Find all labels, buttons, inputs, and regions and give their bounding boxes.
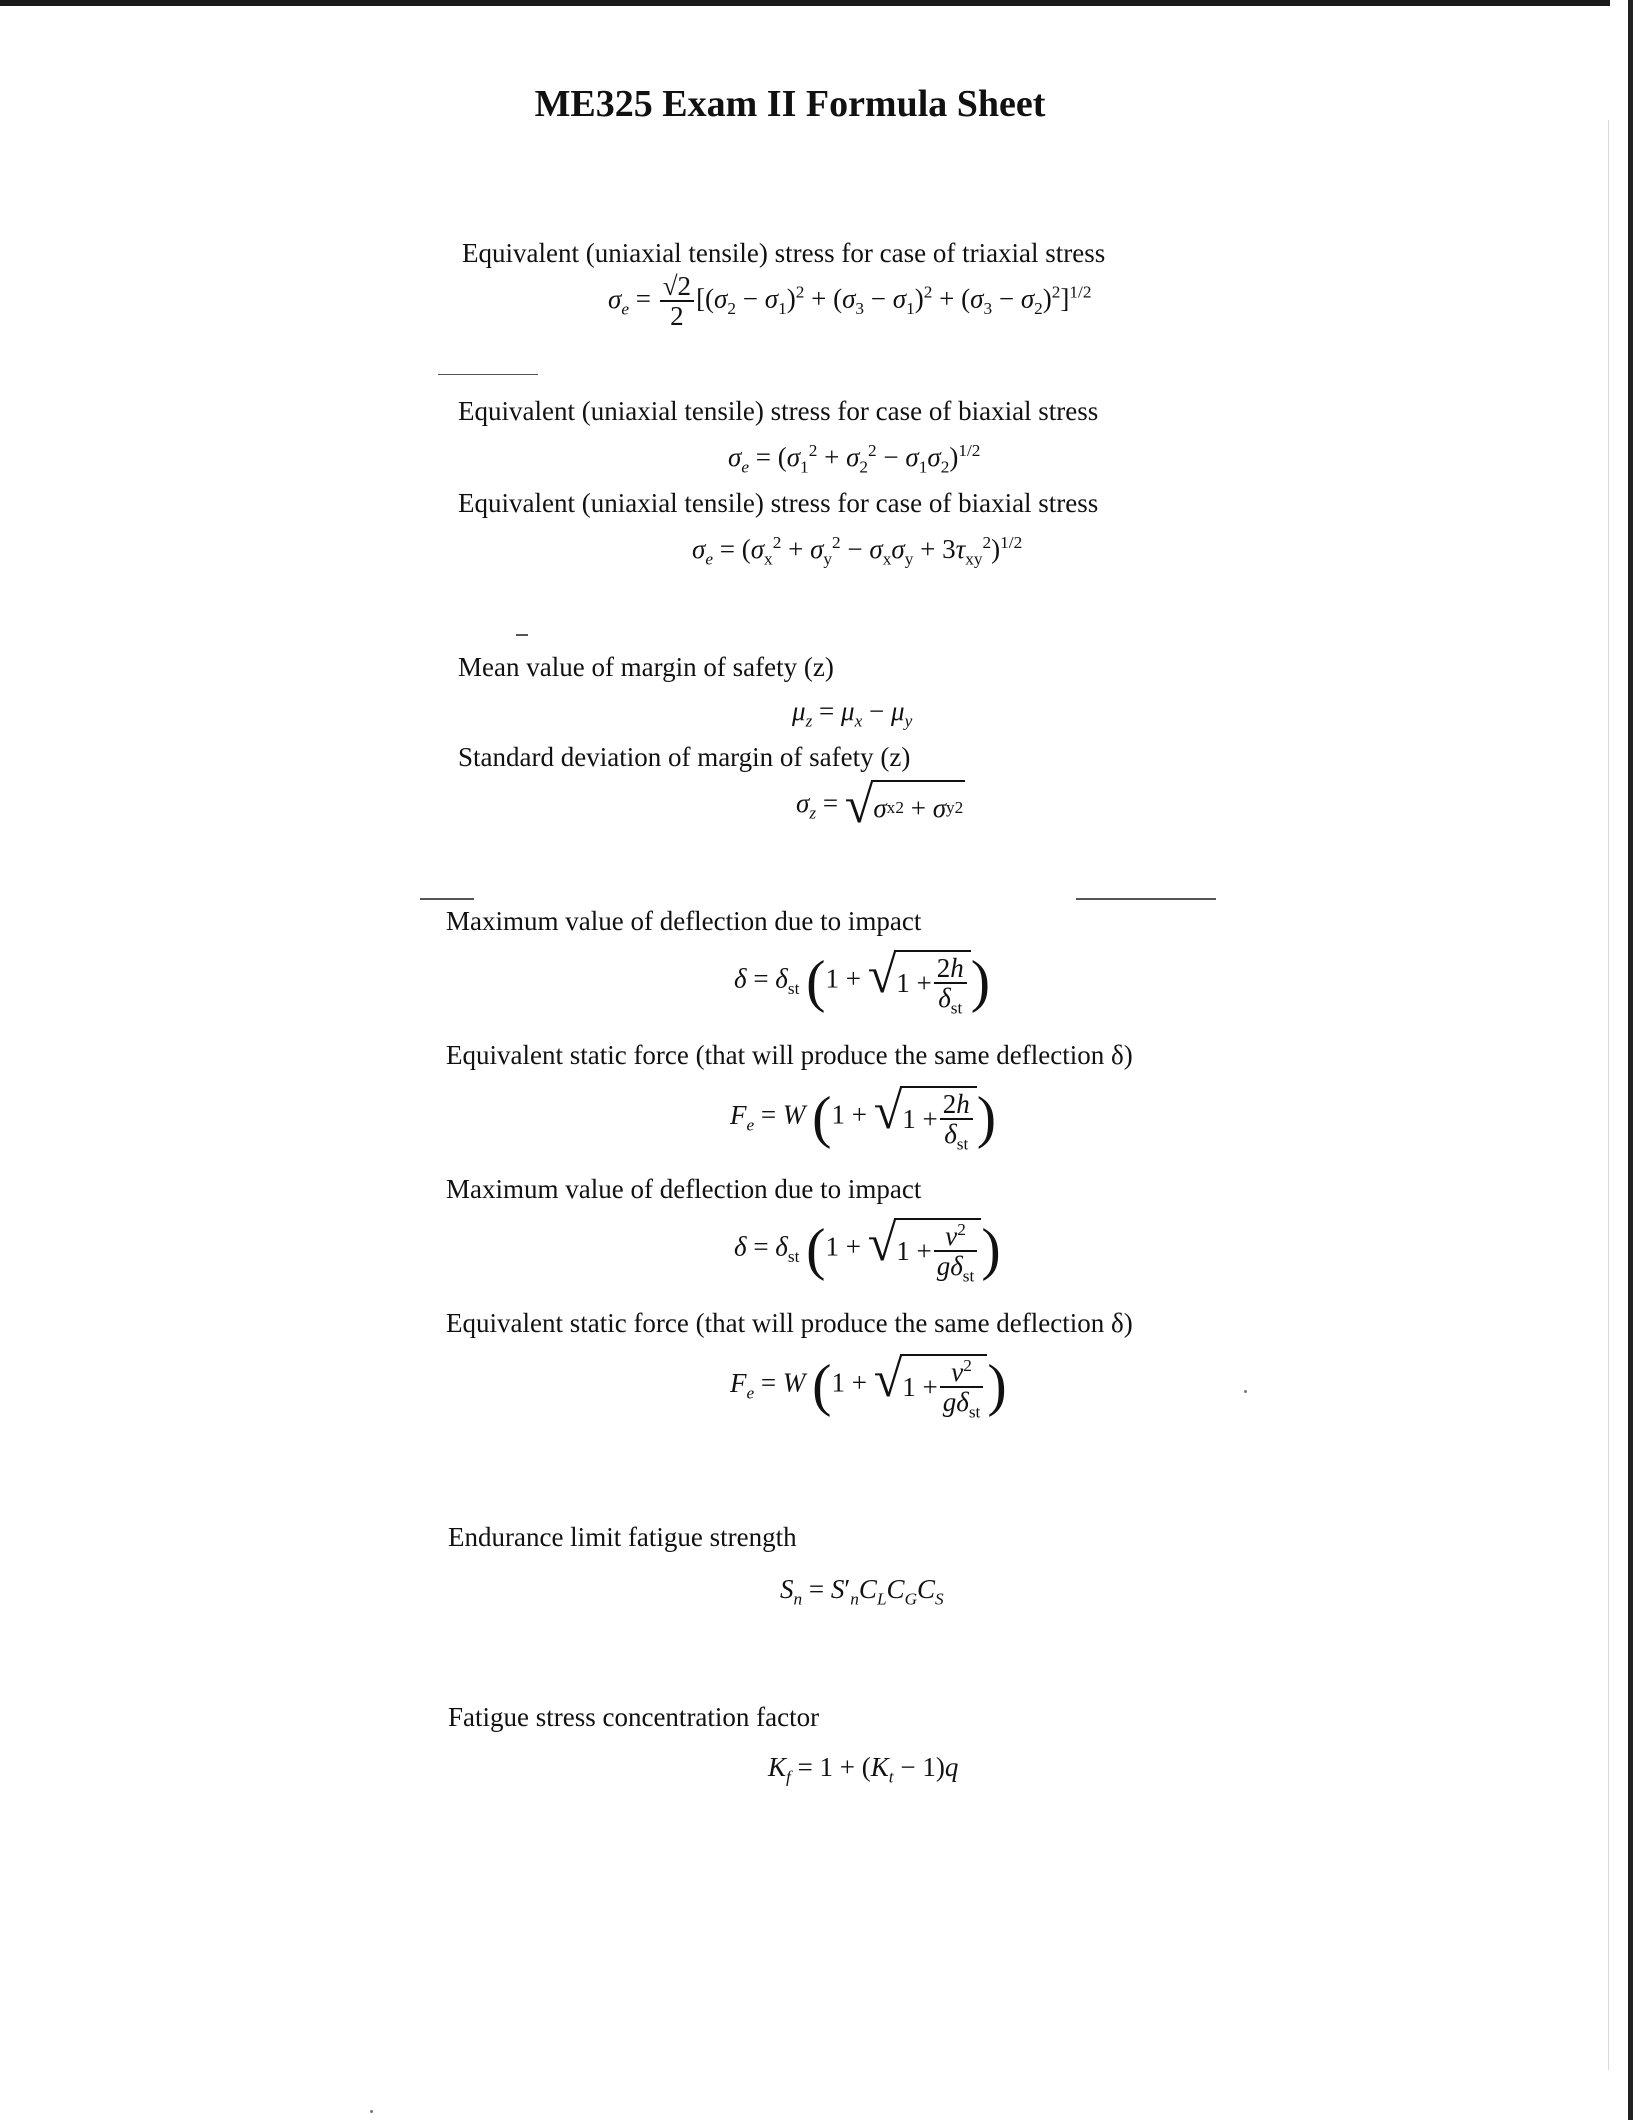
impact-deflection-h-description: Maximum value of deflection due to impact xyxy=(446,906,922,936)
scan-speck xyxy=(370,2110,373,2113)
impact-deflection-h-formula: $\delta = \delta_{st}$ (1 + √ 1 + $\frac{2h}{\delta_{st}}$ ) xyxy=(734,947,991,1018)
scan-mark xyxy=(1076,898,1216,900)
biaxial-general-formula: $\sigma_e = (\sigma_x^2 + \sigma_y^2 - \sigma_x\sigma_y + 3\tau_{xy}^2)^{1/2}$ xyxy=(692,533,1023,569)
margin-std-formula: $\sigma_z$ = √ σ x 2 + σ y 2 xyxy=(796,777,964,834)
scan-mark xyxy=(438,374,538,375)
margin-std-description: Standard deviation of margin of safety (z) xyxy=(458,742,911,772)
impact-force-v-formula: $F_e = W$ (1 + √ 1 + $\frac{v^2}{g\delta_{st}}$ ) xyxy=(730,1351,1007,1422)
fatigue-factor-description: Fatigue stress concentration factor xyxy=(448,1702,820,1732)
biaxial-general-description: Equivalent (uniaxial tensile) stress for case of biaxial stress xyxy=(458,488,1099,518)
impact-force-h-description: Equivalent static force (that will produce the same deflection δ) xyxy=(446,1040,1133,1070)
endurance-formula: $S_n = S'_nC_LC_GC_S$ xyxy=(780,1574,944,1609)
scan-mark xyxy=(516,634,528,636)
endurance-description: Endurance limit fatigue strength xyxy=(448,1522,797,1552)
impact-force-v-description: Equivalent static force (that will produce the same deflection δ) xyxy=(446,1308,1133,1338)
biaxial-principal-formula: $\sigma_e = (\sigma_1^2 + \sigma_2^2 - \sigma_1\sigma_2)^{1/2}$ xyxy=(728,441,981,477)
scan-mark xyxy=(420,898,474,900)
scan-speck xyxy=(1244,1390,1247,1393)
triaxial-formula: $\sigma_e$ = $\frac{√2}{2}$ $[(\sigma_2 - \sigma_1)^2 + (\sigma_3 - \sigma_1)^2 + (\sigma_3 - \sigma_2)^2]^{1/2}$ xyxy=(608,271,1092,332)
scan-edge-faint xyxy=(1608,120,1609,2070)
biaxial-principal-description: Equivalent (uniaxial tensile) stress for case of biaxial stress xyxy=(458,396,1099,426)
impact-deflection-v-formula: $\delta = \delta_{st}$ (1 + √ 1 + $\frac{v^2}{g\delta_{st}}$ ) xyxy=(734,1215,1001,1286)
margin-mean-formula: $\mu_z = \mu_x - \mu_y$ xyxy=(792,696,913,731)
margin-mean-description: Mean value of margin of safety (z) xyxy=(458,652,834,682)
page-title: ME325 Exam II Formula Sheet xyxy=(534,83,1046,125)
triaxial-description: Equivalent (uniaxial tensile) stress for case of triaxial stress xyxy=(462,238,1106,268)
fatigue-factor-formula: $K_f = 1 + (K_t - 1)q$ xyxy=(768,1752,959,1787)
impact-force-h-formula: $F_e = W$ (1 + √ 1 + $\frac{2h}{\delta_{st}}$ ) xyxy=(730,1083,997,1154)
scan-edge-top xyxy=(0,0,1610,6)
scan-edge-right xyxy=(1628,0,1633,2120)
impact-deflection-v-description: Maximum value of deflection due to impact xyxy=(446,1174,922,1204)
